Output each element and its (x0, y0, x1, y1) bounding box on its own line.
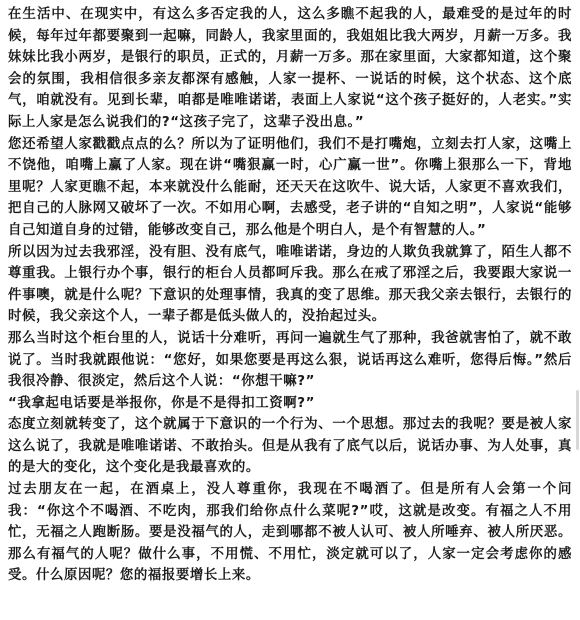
paragraph-3: 所以因为过去我邪淫，没有胆、没有底气，唯唯诺诺，身边的人欺负我就算了，陌生人都不尊重我。上银行办个事，银行的柜台人员都呵斥我。那么在戒了邪淫之后，我要跟大家说一件事噢，就是什么呢？下意识的处理事情，我真的变了思维。那天我父亲去银行，去银行的时候，我父亲这个人，一辈子都是低头做人的，没抬起过头。 (8, 244, 572, 325)
vertical-scrollbar[interactable] (574, 0, 580, 620)
paragraph-2: 您还希望人家戳戳点点的么？所以为了证明他们，我们不是打嘴炮，立刻去打人家，这嘴上不饶他，咱嘴上赢了人家。现在讲“嘴狠赢一时，心广赢一世”。你嘴上狠那么一下，背地里呢？人家更瞧不起，本来就没什么能耐，还天天在这吹牛、说大话，人家更不喜欢我们，把自己的人脉网又破坏了一次。不如用心啊，去感受，老子讲的“自知之明”，人家说“能够自己知道自身的过错，能够改变自己，那么他是个明白人，是个有智慧的人。” (8, 136, 572, 238)
paragraph-7: 过去朋友在一起，在酒桌上，没人尊重你，我现在不喝酒了。但是所有人会第一个问我：“你这个不喝酒、不吃肉，那我们给你点什么菜呢?”哎，这就是改变。有福之人不用忙，无福之人跑断肠。要是没福气的人，走到哪都不被人认可、被人所唾弃、被人所厌恶。那么有福气的人呢？做什么事，不用慌、不用忙，淡定就可以了，人家一定会考虑你的感受。什么原因呢？您的福报要增长上来。 (8, 482, 572, 584)
paragraph-1: 在生活中、在现实中，有这么多否定我的人，这么多瞧不起我的人，最难受的是过年的时候，每年过年都要聚到一起嘛，同龄人，我家里面的，我姐姐比我大两岁，月薪一万多。我妹妹比我小两岁，是银行的职员，正式的，月薪一万多。那在家里面，大家都知道，这个聚会的氛围，我相信很多亲友都深有感触，人家一提杯、一说话的时候，这个状态、这个底气，咱就没有。见到长辈，咱都是唯唯诺诺，表面上人家说“这个孩子挺好的，人老实。”实际上人家是怎么说我们的?“这孩子完了，这辈子没出息。” (8, 7, 572, 130)
paragraph-6: 态度立刻就转变了，这个就属于下意识的一个行为、一个思想。那过去的我呢？要是被人家这么说了，我就是唯唯诺诺、不敢抬头。但是从我有了底气以后，说话办事、为人处事，真的是大的变化，这个变化是我最喜欢的。 (8, 417, 572, 476)
scrollbar-thumb[interactable] (576, 390, 579, 450)
paragraph-5: “我拿起电话要是举报你，你是不是得扣工资啊?” (8, 395, 315, 411)
paragraph-4: 那么当时这个柜台里的人，说话十分难听，再问一遍就生气了那种，我爸就害怕了，就不敢说了。当时我就跟他说：“您好，如果您要是再这么狠，说话再这么难听，您得后悔。”然后我很冷静、很淡定，然后这个人说：“你想干嘛?” (8, 330, 572, 390)
